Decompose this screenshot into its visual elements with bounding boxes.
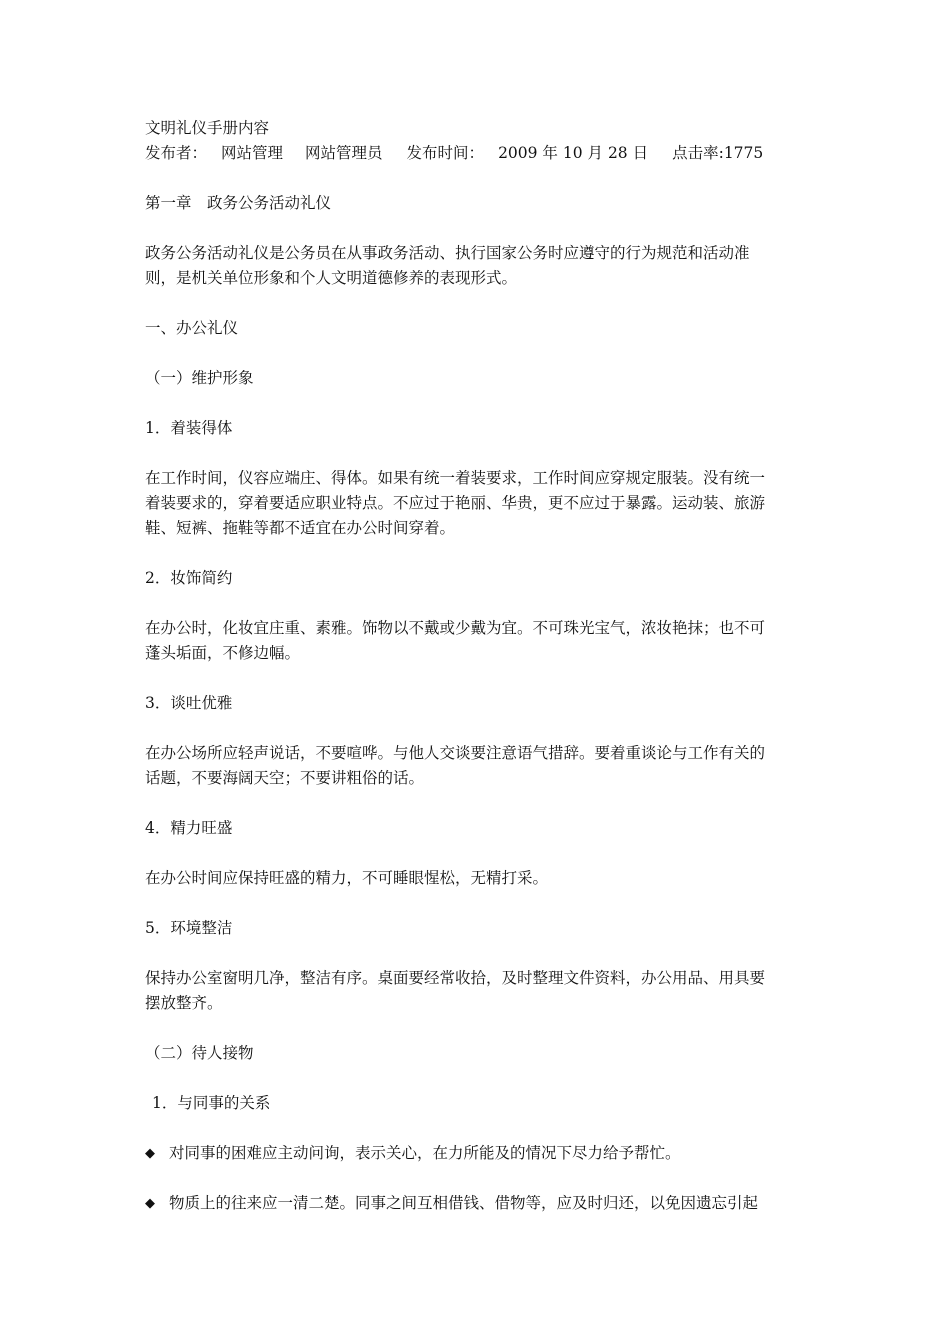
- item-environment-line-1: 保持办公室窗明几净，整洁有序。桌面要经常收拾，及时整理文件资料，办公用品、用具要: [145, 969, 766, 987]
- publish-time-label: 发布时间：: [406, 144, 485, 162]
- item-energy-line-1: 在办公时间应保持旺盛的精力，不可睡眼惺松，无精打采。: [145, 869, 549, 887]
- document-meta: [145, 141, 810, 166]
- publisher-name-1: 网站管理: [221, 144, 284, 162]
- hit-count: 点击率:1775: [672, 144, 764, 162]
- item-title-speech: 3．谈吐优雅: [145, 694, 233, 712]
- item-title-environment: 5．环境整洁: [145, 919, 233, 937]
- chapter-heading: 第一章 政务公务活动礼仪: [145, 194, 332, 212]
- item-speech-line-2: 话题，不要海阔天空；不要讲粗俗的话。: [145, 769, 425, 787]
- item-title-colleagues: 1．与同事的关系: [152, 1094, 271, 1112]
- diamond-bullet-icon: ◆: [145, 1196, 155, 1211]
- item-attire-line-3: 鞋、短裤、拖鞋等都不适宜在办公时间穿着。: [145, 519, 456, 537]
- diamond-bullet-icon: ◆: [145, 1146, 155, 1161]
- bullet-item: [145, 1191, 810, 1216]
- bullet-text-2: 物质上的往来应一清二楚。同事之间互相借钱、借物等，应及时归还，以免因遗忘引起: [169, 1194, 759, 1212]
- item-speech-line-1: 在办公场所应轻声说话，不要喧哗。与他人交谈要注意语气措辞。要着重谈论与工作有关的: [145, 744, 766, 762]
- item-title-makeup: 2．妆饰简约: [145, 569, 233, 587]
- item-title-attire: 1．着装得体: [145, 419, 233, 437]
- item-makeup-line-1: 在办公时，化妆宜庄重、素雅。饰物以不戴或少戴为宜。不可珠光宝气，浓妆艳抹；也不可: [145, 619, 766, 637]
- item-environment-line-2: 摆放整齐。: [145, 994, 223, 1012]
- item-title-energy: 4．精力旺盛: [145, 819, 233, 837]
- intro-line-2: 则，是机关单位形象和个人文明道德修养的表现形式。: [145, 269, 518, 287]
- intro-line-1: 政务公务活动礼仪是公务员在从事政务活动、执行国家公务时应遵守的行为规范和活动准: [145, 244, 750, 262]
- section-heading-office: 一、办公礼仪: [145, 319, 239, 337]
- bullet-item: [145, 1141, 810, 1166]
- item-attire-line-1: 在工作时间，仪容应端庄、得体。如果有统一着装要求，工作时间应穿规定服装。没有统一: [145, 469, 766, 487]
- publisher-label: 发布者：: [145, 144, 208, 162]
- document-title: 文明礼仪手册内容: [145, 119, 270, 137]
- bullet-text-1: 对同事的困难应主动问询，表示关心，在力所能及的情况下尽力给予帮忙。: [169, 1144, 681, 1162]
- item-makeup-line-2: 蓬头垢面，不修边幅。: [145, 644, 301, 662]
- document-page: [145, 116, 810, 1216]
- subsection-heading-image: （一）维护形象: [145, 369, 254, 387]
- publisher-name-2: 网站管理员: [305, 144, 383, 162]
- publish-time-value: 2009 年 10 月 28 日: [498, 144, 649, 162]
- subsection-heading-reception: （二）待人接物: [145, 1044, 254, 1062]
- item-attire-line-2: 着装要求的，穿着要适应职业特点。不应过于艳丽、华贵，更不应过于暴露。运动装、旅游: [145, 494, 766, 512]
